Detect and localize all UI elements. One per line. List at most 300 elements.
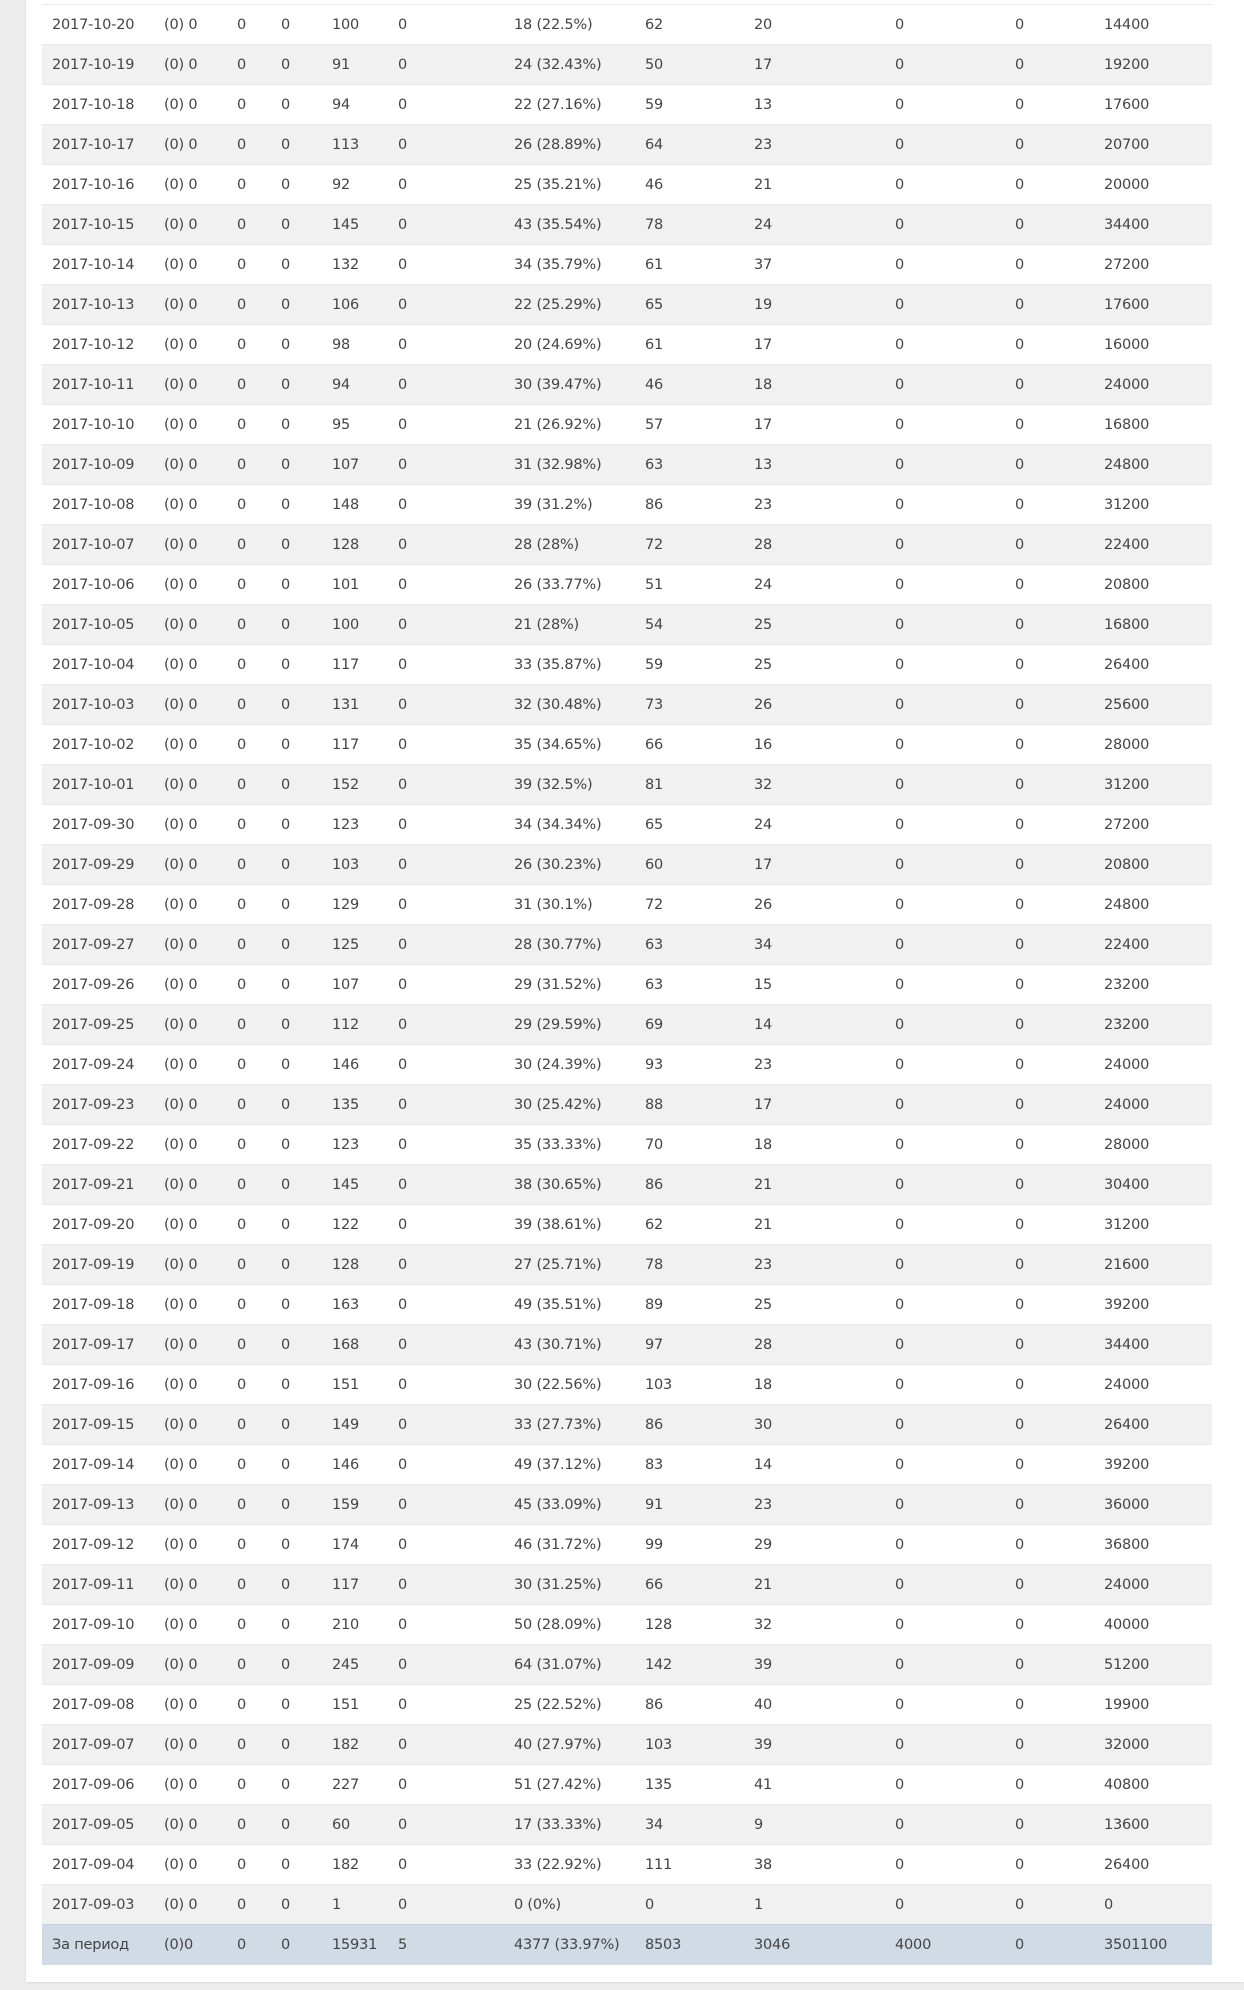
cell-col-7: 33 (22.92%) <box>504 1845 635 1885</box>
cell-col-2: (0) 0 <box>154 565 227 605</box>
cell-col-5: 182 <box>322 1845 388 1885</box>
cell-col-6: 0 <box>388 1885 504 1925</box>
cell-col-9: 18 <box>744 1125 885 1165</box>
cell-col-5: 163 <box>322 1285 388 1325</box>
cell-col-6: 0 <box>388 1245 504 1285</box>
cell-col-2: (0) 0 <box>154 1045 227 1085</box>
cell-col-7: 29 (29.59%) <box>504 1005 635 1045</box>
cell-col-4: 0 <box>271 85 322 125</box>
cell-col-3: 0 <box>227 1245 271 1285</box>
cell-col-9: 14 <box>744 1005 885 1045</box>
cell-col-8: 69 <box>635 1005 744 1045</box>
cell-col-12: 22400 <box>1094 525 1212 565</box>
cell-col-4: 0 <box>271 1285 322 1325</box>
cell-col-6: 0 <box>388 1045 504 1085</box>
cell-col-2: (0) 0 <box>154 925 227 965</box>
cell-col-6: 0 <box>388 1565 504 1605</box>
cell-col-7: 35 (34.65%) <box>504 725 635 765</box>
table-row <box>42 445 1212 485</box>
cell-col-11: 0 <box>1005 645 1094 685</box>
table-row <box>42 165 1212 205</box>
cell-col-4: 0 <box>271 165 322 205</box>
cell-col-8: 86 <box>635 485 744 525</box>
cell-col-6: 0 <box>388 725 504 765</box>
cell-col-5: 106 <box>322 285 388 325</box>
cell-col-11: 0 <box>1005 1045 1094 1085</box>
table-row <box>42 1365 1212 1405</box>
cell-col-9: 23 <box>744 1045 885 1085</box>
cell-col-7: 0 (0%) <box>504 1885 635 1925</box>
cell-col-6: 0 <box>388 1685 504 1725</box>
cell-col-4: 0 <box>271 1525 322 1565</box>
cell-col-11: 0 <box>1005 765 1094 805</box>
table-row <box>42 1125 1212 1165</box>
cell-col-5: 145 <box>322 205 388 245</box>
cell-col-3: 0 <box>227 405 271 445</box>
cell-col-3: 0 <box>227 1525 271 1565</box>
cell-col-8: 86 <box>635 1685 744 1725</box>
cell-col-10: 0 <box>885 1005 1005 1045</box>
cell-col-7: 45 (33.09%) <box>504 1485 635 1525</box>
cell-col-7: 25 (35.21%) <box>504 165 635 205</box>
cell-col-12: 20700 <box>1094 125 1212 165</box>
cell-col-11: 0 <box>1005 1605 1094 1645</box>
cell-date: 2017-10-12 <box>42 325 154 365</box>
cell-col-7: 30 (22.56%) <box>504 1365 635 1405</box>
cell-col-10: 0 <box>885 1365 1005 1405</box>
cell-col-5: 95 <box>322 405 388 445</box>
cell-col-8: 63 <box>635 445 744 485</box>
total-row <box>42 1925 1212 1965</box>
stats-table-body <box>42 5 1212 1965</box>
cell-col-12: 26400 <box>1094 1845 1212 1885</box>
cell-col-8: 65 <box>635 285 744 325</box>
table-row <box>42 765 1212 805</box>
cell-date: 2017-09-17 <box>42 1325 154 1365</box>
cell-col-9: 18 <box>744 365 885 405</box>
cell-col-8: 81 <box>635 765 744 805</box>
cell-col-4: 0 <box>271 845 322 885</box>
cell-col-5: 151 <box>322 1685 388 1725</box>
cell-col-8: 88 <box>635 1085 744 1125</box>
cell-col-9: 41 <box>744 1765 885 1805</box>
table-row <box>42 1645 1212 1685</box>
cell-col-5: 1 <box>322 1885 388 1925</box>
cell-col-5: 103 <box>322 845 388 885</box>
table-row <box>42 1525 1212 1565</box>
cell-col-8: 46 <box>635 365 744 405</box>
cell-col-4: 0 <box>271 1805 322 1845</box>
cell-col-11: 0 <box>1005 1845 1094 1885</box>
cell-col-10: 0 <box>885 1645 1005 1685</box>
cell-date: 2017-10-11 <box>42 365 154 405</box>
cell-col-12: 21600 <box>1094 1245 1212 1285</box>
cell-col-11: 0 <box>1005 1765 1094 1805</box>
cell-col-4: 0 <box>271 1365 322 1405</box>
cell-col-10: 0 <box>885 845 1005 885</box>
cell-col-6: 0 <box>388 885 504 925</box>
cell-col-2: (0) 0 <box>154 1525 227 1565</box>
cell-col-6: 0 <box>388 1845 504 1885</box>
cell-date: 2017-09-09 <box>42 1645 154 1685</box>
cell-col-7: 30 (24.39%) <box>504 1045 635 1085</box>
cell-col-2: (0) 0 <box>154 1765 227 1805</box>
cell-col-7: 22 (25.29%) <box>504 285 635 325</box>
cell-col-6: 0 <box>388 325 504 365</box>
cell-col-10: 0 <box>885 1805 1005 1845</box>
table-row <box>42 45 1212 85</box>
cell-col-4: 0 <box>271 605 322 645</box>
cell-col-5: 125 <box>322 925 388 965</box>
cell-col-5: 100 <box>322 605 388 645</box>
cell-col-8: 111 <box>635 1845 744 1885</box>
cell-col-2: (0) 0 <box>154 845 227 885</box>
table-row <box>42 1485 1212 1525</box>
cell-col-9: 18 <box>744 1365 885 1405</box>
cell-col-7: 27 (25.71%) <box>504 1245 635 1285</box>
cell-col-12: 25600 <box>1094 685 1212 725</box>
cell-col-3: 0 <box>227 1445 271 1485</box>
cell-col-2: (0) 0 <box>154 765 227 805</box>
cell-col-10: 0 <box>885 45 1005 85</box>
cell-col-6: 0 <box>388 1085 504 1125</box>
cell-col-12: 40000 <box>1094 1605 1212 1645</box>
cell-col-2: (0) 0 <box>154 1165 227 1205</box>
cell-col-5: 94 <box>322 85 388 125</box>
cell-col-9: 37 <box>744 245 885 285</box>
cell-date: 2017-09-05 <box>42 1805 154 1845</box>
cell-col-10: 0 <box>885 1485 1005 1525</box>
cell-col-3: 0 <box>227 925 271 965</box>
cell-col-12: 24000 <box>1094 1045 1212 1085</box>
table-row <box>42 365 1212 405</box>
cell-col-2: (0) 0 <box>154 1365 227 1405</box>
table-row <box>42 5 1212 45</box>
cell-col-12: 51200 <box>1094 1645 1212 1685</box>
cell-col-7: 43 (30.71%) <box>504 1325 635 1365</box>
cell-col-11: 0 <box>1005 485 1094 525</box>
cell-col-2: (0) 0 <box>154 885 227 925</box>
cell-col-6: 0 <box>388 1365 504 1405</box>
cell-col-8: 89 <box>635 1285 744 1325</box>
cell-col-5: 91 <box>322 45 388 85</box>
cell-col-3: 0 <box>227 1125 271 1165</box>
cell-col-7: 25 (22.52%) <box>504 1685 635 1725</box>
cell-col-4: 0 <box>271 1885 322 1925</box>
cell-date: 2017-09-27 <box>42 925 154 965</box>
cell-col-6: 0 <box>388 445 504 485</box>
cell-col-2: (0) 0 <box>154 405 227 445</box>
cell-col-5: 146 <box>322 1045 388 1085</box>
cell-col-11: 0 <box>1005 1005 1094 1045</box>
cell-col-8: 51 <box>635 565 744 605</box>
cell-col-10: 0 <box>885 285 1005 325</box>
cell-col-6: 0 <box>388 565 504 605</box>
cell-col-12: 23200 <box>1094 965 1212 1005</box>
cell-col-10: 0 <box>885 1525 1005 1565</box>
cell-col-3: 0 <box>227 565 271 605</box>
cell-col-10: 0 <box>885 1765 1005 1805</box>
cell-col-12: 26400 <box>1094 645 1212 685</box>
cell-col-3: 0 <box>227 285 271 325</box>
cell-col-2: (0) 0 <box>154 245 227 285</box>
cell-col-5: 117 <box>322 725 388 765</box>
cell-col-3: 0 <box>227 1725 271 1765</box>
cell-col-9: 32 <box>744 1605 885 1645</box>
cell-col-5: 92 <box>322 165 388 205</box>
cell-col-8: 73 <box>635 685 744 725</box>
cell-col-3: 0 <box>227 645 271 685</box>
cell-col-10: 0 <box>885 1285 1005 1325</box>
cell-col-9: 25 <box>744 1285 885 1325</box>
cell-col-8: 128 <box>635 1605 744 1645</box>
cell-col-11: 0 <box>1005 365 1094 405</box>
cell-col-10: 0 <box>885 445 1005 485</box>
cell-col-3: 0 <box>227 1565 271 1605</box>
cell-col-2: (0) 0 <box>154 685 227 725</box>
cell-date: 2017-09-03 <box>42 1885 154 1925</box>
cell-col-3: 0 <box>227 45 271 85</box>
cell-col-2: (0) 0 <box>154 1645 227 1685</box>
cell-col-10: 0 <box>885 1885 1005 1925</box>
cell-col-9: 23 <box>744 485 885 525</box>
cell-date: 2017-09-23 <box>42 1085 154 1125</box>
cell-col-11: 0 <box>1005 1565 1094 1605</box>
table-row <box>42 325 1212 365</box>
cell-col-3: 0 <box>227 365 271 405</box>
cell-col-11: 0 <box>1005 245 1094 285</box>
cell-col-2: (0) 0 <box>154 805 227 845</box>
cell-col-8: 62 <box>635 1205 744 1245</box>
cell-col-3: 0 <box>227 245 271 285</box>
total-cell-col-7: 4377 (33.97%) <box>504 1925 635 1965</box>
cell-col-3: 0 <box>227 1285 271 1325</box>
cell-col-8: 64 <box>635 125 744 165</box>
cell-col-5: 129 <box>322 885 388 925</box>
cell-col-7: 51 (27.42%) <box>504 1765 635 1805</box>
cell-col-4: 0 <box>271 725 322 765</box>
cell-col-4: 0 <box>271 1245 322 1285</box>
table-row <box>42 405 1212 445</box>
cell-col-6: 0 <box>388 1605 504 1645</box>
cell-col-2: (0) 0 <box>154 725 227 765</box>
cell-col-7: 32 (30.48%) <box>504 685 635 725</box>
cell-date: 2017-09-04 <box>42 1845 154 1885</box>
cell-col-10: 0 <box>885 525 1005 565</box>
cell-col-8: 103 <box>635 1365 744 1405</box>
cell-col-3: 0 <box>227 845 271 885</box>
cell-col-11: 0 <box>1005 5 1094 45</box>
cell-col-9: 26 <box>744 685 885 725</box>
cell-col-12: 39200 <box>1094 1445 1212 1485</box>
cell-col-10: 0 <box>885 725 1005 765</box>
cell-col-9: 19 <box>744 285 885 325</box>
cell-col-11: 0 <box>1005 1325 1094 1365</box>
cell-col-9: 40 <box>744 1685 885 1725</box>
total-cell-col-4: 0 <box>271 1925 322 1965</box>
cell-col-10: 0 <box>885 1085 1005 1125</box>
cell-date: 2017-09-06 <box>42 1765 154 1805</box>
cell-col-6: 0 <box>388 1125 504 1165</box>
cell-col-5: 123 <box>322 1125 388 1165</box>
cell-col-11: 0 <box>1005 1525 1094 1565</box>
cell-col-5: 148 <box>322 485 388 525</box>
cell-col-9: 30 <box>744 1405 885 1445</box>
cell-col-10: 0 <box>885 325 1005 365</box>
cell-col-7: 43 (35.54%) <box>504 205 635 245</box>
cell-col-3: 0 <box>227 1885 271 1925</box>
cell-col-8: 62 <box>635 5 744 45</box>
cell-col-5: 107 <box>322 965 388 1005</box>
cell-col-3: 0 <box>227 85 271 125</box>
cell-col-6: 0 <box>388 245 504 285</box>
table-row <box>42 565 1212 605</box>
cell-col-7: 29 (31.52%) <box>504 965 635 1005</box>
cell-col-7: 39 (32.5%) <box>504 765 635 805</box>
cell-col-2: (0) 0 <box>154 125 227 165</box>
cell-col-12: 39200 <box>1094 1285 1212 1325</box>
table-row <box>42 1325 1212 1365</box>
cell-col-3: 0 <box>227 1805 271 1845</box>
cell-col-12: 14400 <box>1094 5 1212 45</box>
cell-col-6: 0 <box>388 1765 504 1805</box>
cell-col-11: 0 <box>1005 165 1094 205</box>
cell-col-6: 0 <box>388 605 504 645</box>
cell-col-10: 0 <box>885 1725 1005 1765</box>
cell-col-10: 0 <box>885 485 1005 525</box>
cell-col-4: 0 <box>271 1725 322 1765</box>
cell-col-3: 0 <box>227 525 271 565</box>
cell-date: 2017-09-18 <box>42 1285 154 1325</box>
cell-col-9: 28 <box>744 525 885 565</box>
cell-col-12: 32000 <box>1094 1725 1212 1765</box>
cell-col-8: 83 <box>635 1445 744 1485</box>
cell-col-3: 0 <box>227 1325 271 1365</box>
cell-col-5: 149 <box>322 1405 388 1445</box>
cell-col-3: 0 <box>227 1685 271 1725</box>
cell-col-8: 57 <box>635 405 744 445</box>
cell-col-3: 0 <box>227 765 271 805</box>
cell-date: 2017-10-13 <box>42 285 154 325</box>
cell-col-12: 19200 <box>1094 45 1212 85</box>
cell-col-2: (0) 0 <box>154 1125 227 1165</box>
cell-col-7: 17 (33.33%) <box>504 1805 635 1845</box>
cell-col-8: 61 <box>635 245 744 285</box>
cell-col-2: (0) 0 <box>154 1245 227 1285</box>
table-row <box>42 1085 1212 1125</box>
cell-col-4: 0 <box>271 205 322 245</box>
cell-col-4: 0 <box>271 405 322 445</box>
cell-col-11: 0 <box>1005 445 1094 485</box>
table-row <box>42 925 1212 965</box>
cell-col-8: 86 <box>635 1165 744 1205</box>
cell-col-8: 142 <box>635 1645 744 1685</box>
cell-date: 2017-10-15 <box>42 205 154 245</box>
cell-col-10: 0 <box>885 1405 1005 1445</box>
cell-col-7: 22 (27.16%) <box>504 85 635 125</box>
cell-date: 2017-09-10 <box>42 1605 154 1645</box>
cell-col-4: 0 <box>271 1405 322 1445</box>
cell-col-9: 23 <box>744 1245 885 1285</box>
cell-col-12: 27200 <box>1094 245 1212 285</box>
table-row <box>42 1805 1212 1845</box>
cell-date: 2017-10-16 <box>42 165 154 205</box>
cell-col-9: 17 <box>744 845 885 885</box>
cell-col-5: 107 <box>322 445 388 485</box>
cell-col-11: 0 <box>1005 1685 1094 1725</box>
cell-col-12: 20800 <box>1094 565 1212 605</box>
cell-col-3: 0 <box>227 445 271 485</box>
cell-col-8: 66 <box>635 1565 744 1605</box>
cell-col-2: (0) 0 <box>154 5 227 45</box>
cell-col-4: 0 <box>271 445 322 485</box>
cell-col-4: 0 <box>271 1765 322 1805</box>
cell-date: 2017-09-16 <box>42 1365 154 1405</box>
cell-col-6: 0 <box>388 1525 504 1565</box>
cell-col-9: 28 <box>744 1325 885 1365</box>
table-row <box>42 285 1212 325</box>
cell-col-9: 25 <box>744 605 885 645</box>
cell-col-12: 16800 <box>1094 605 1212 645</box>
cell-col-9: 23 <box>744 125 885 165</box>
cell-col-6: 0 <box>388 1725 504 1765</box>
cell-col-10: 0 <box>885 1165 1005 1205</box>
cell-col-4: 0 <box>271 645 322 685</box>
cell-col-9: 21 <box>744 1165 885 1205</box>
cell-col-3: 0 <box>227 685 271 725</box>
cell-col-9: 21 <box>744 1205 885 1245</box>
cell-col-8: 63 <box>635 965 744 1005</box>
cell-col-12: 36000 <box>1094 1485 1212 1525</box>
cell-col-6: 0 <box>388 1445 504 1485</box>
cell-col-12: 17600 <box>1094 85 1212 125</box>
table-row <box>42 1885 1212 1925</box>
cell-col-9: 21 <box>744 165 885 205</box>
cell-col-12: 40800 <box>1094 1765 1212 1805</box>
cell-col-4: 0 <box>271 1325 322 1365</box>
cell-col-2: (0) 0 <box>154 1805 227 1845</box>
cell-col-12: 16000 <box>1094 325 1212 365</box>
cell-col-7: 34 (34.34%) <box>504 805 635 845</box>
cell-col-12: 28000 <box>1094 725 1212 765</box>
cell-col-9: 21 <box>744 1565 885 1605</box>
cell-col-3: 0 <box>227 1765 271 1805</box>
cell-col-11: 0 <box>1005 1645 1094 1685</box>
table-row <box>42 1685 1212 1725</box>
cell-col-5: 113 <box>322 125 388 165</box>
cell-col-12: 20000 <box>1094 165 1212 205</box>
cell-col-11: 0 <box>1005 1405 1094 1445</box>
cell-col-4: 0 <box>271 685 322 725</box>
cell-col-9: 23 <box>744 1485 885 1525</box>
table-row <box>42 1285 1212 1325</box>
cell-col-2: (0) 0 <box>154 1485 227 1525</box>
cell-col-3: 0 <box>227 1605 271 1645</box>
cell-col-5: 128 <box>322 1245 388 1285</box>
cell-date: 2017-09-24 <box>42 1045 154 1085</box>
cell-col-4: 0 <box>271 1445 322 1485</box>
cell-col-6: 0 <box>388 1485 504 1525</box>
cell-col-9: 24 <box>744 805 885 845</box>
cell-col-7: 21 (26.92%) <box>504 405 635 445</box>
cell-col-11: 0 <box>1005 805 1094 845</box>
table-row <box>42 1245 1212 1285</box>
cell-col-5: 101 <box>322 565 388 605</box>
cell-col-4: 0 <box>271 365 322 405</box>
cell-col-9: 9 <box>744 1805 885 1845</box>
cell-col-6: 0 <box>388 165 504 205</box>
cell-col-9: 39 <box>744 1645 885 1685</box>
